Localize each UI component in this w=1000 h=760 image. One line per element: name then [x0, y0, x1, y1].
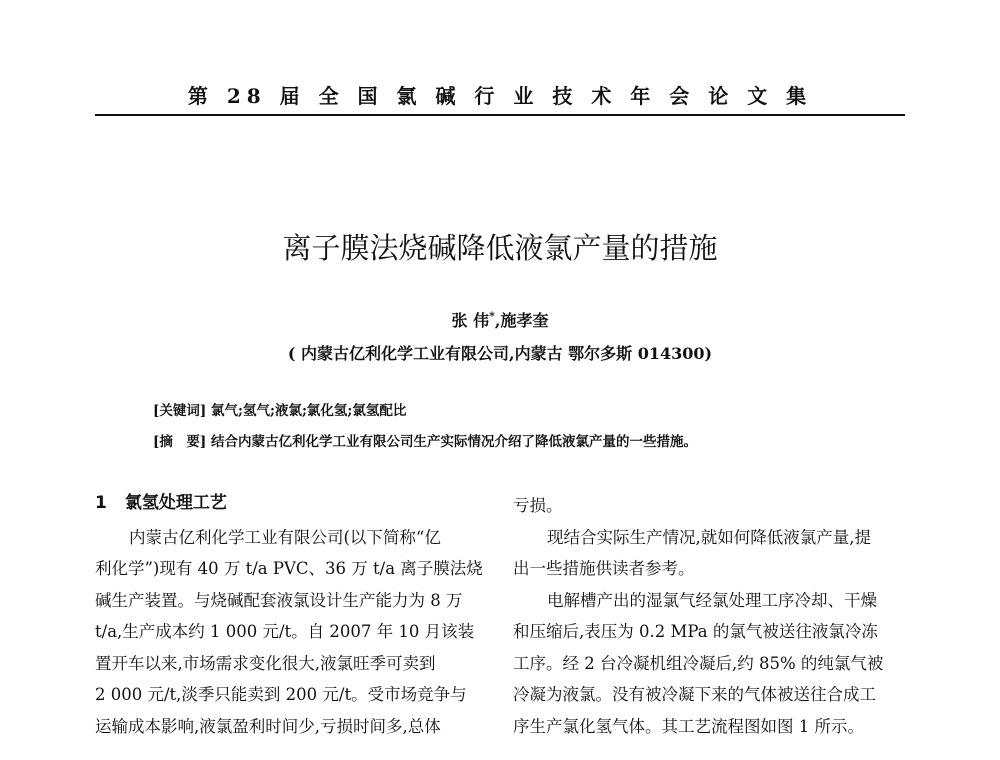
body-line: 工序。经 2 台冷凝机组冷凝后,约 85% 的纯氯气被 [513, 653, 884, 673]
keywords-text: 氯气;氢气;液氯;氯化氢;氯氢配比 [210, 403, 407, 419]
body-line: 利化学”)现有 40 万 t/a PVC、36 万 t/a 离子膜法烧 [95, 559, 483, 578]
body-line: 冷凝为液氯。没有被冷凝下来的气体被送往合成工 [513, 685, 876, 704]
corresponding-author-mark: * [489, 309, 495, 323]
body-line: 出一些措施供读者参考。 [513, 559, 695, 578]
body-line: t/a,生产成本约 1 000 元/t。自 2007 年 10 月该装 [95, 622, 475, 641]
author-2: ,施孝奎 [494, 311, 549, 330]
abstract [153, 430, 697, 450]
right-column [513, 490, 903, 742]
body-line: 运输成本影响,液氯盈利时间少,亏损时间多,总体 [95, 716, 441, 736]
authors [95, 308, 905, 331]
abstract-label: [摘 要] [153, 434, 207, 450]
body-line: 和压缩后,表压为 0.2 MPa 的氯气被送往液氯冷冻 [513, 622, 878, 641]
section-heading [95, 490, 485, 522]
body-line: 亏损。 [513, 496, 563, 515]
proceedings-header: 第 28 届 全 国 氯 碱 行 业 技 术 年 会 论 文 集 [187, 84, 813, 108]
abstract-text: 结合内蒙古亿利化学工业有限公司生产实际情况介绍了降低液氯产量的一些措施。 [210, 434, 697, 450]
paper-title: 离子膜法烧碱降低液氯产量的措施 [282, 231, 718, 265]
header-rule [95, 114, 905, 116]
section-title: 氯氢处理工艺 [124, 493, 227, 513]
body-line: 序生产氯化氢气体。其工艺流程图如图 1 所示。 [513, 716, 864, 736]
body-line: 置开车以来,市场需求变化很大,液氯旺季可卖到 [95, 653, 436, 673]
keywords [153, 399, 406, 419]
keywords-label: [关键词] [153, 403, 207, 419]
body-line: 碱生产装置。与烧碱配套液氯设计生产能力为 8 万 [95, 590, 463, 610]
section-number: 1 [95, 493, 107, 513]
body-line: 现结合实际生产情况,就如何降低液氯产量,提 [547, 527, 871, 547]
affiliation: ( 内蒙古亿利化学工业有限公司,内蒙古 鄂尔多斯 014300) [287, 344, 713, 363]
body-line: 电解槽产出的湿氯气经氯处理工序冷却、干燥 [547, 590, 877, 610]
body-line: 内蒙古亿利化学工业有限公司(以下简称“亿 [129, 527, 441, 547]
left-column [95, 490, 485, 742]
body-line: 2 000 元/t,淡季只能卖到 200 元/t。受市场竞争与 [95, 685, 467, 704]
author-1: 张 伟 [451, 311, 490, 330]
